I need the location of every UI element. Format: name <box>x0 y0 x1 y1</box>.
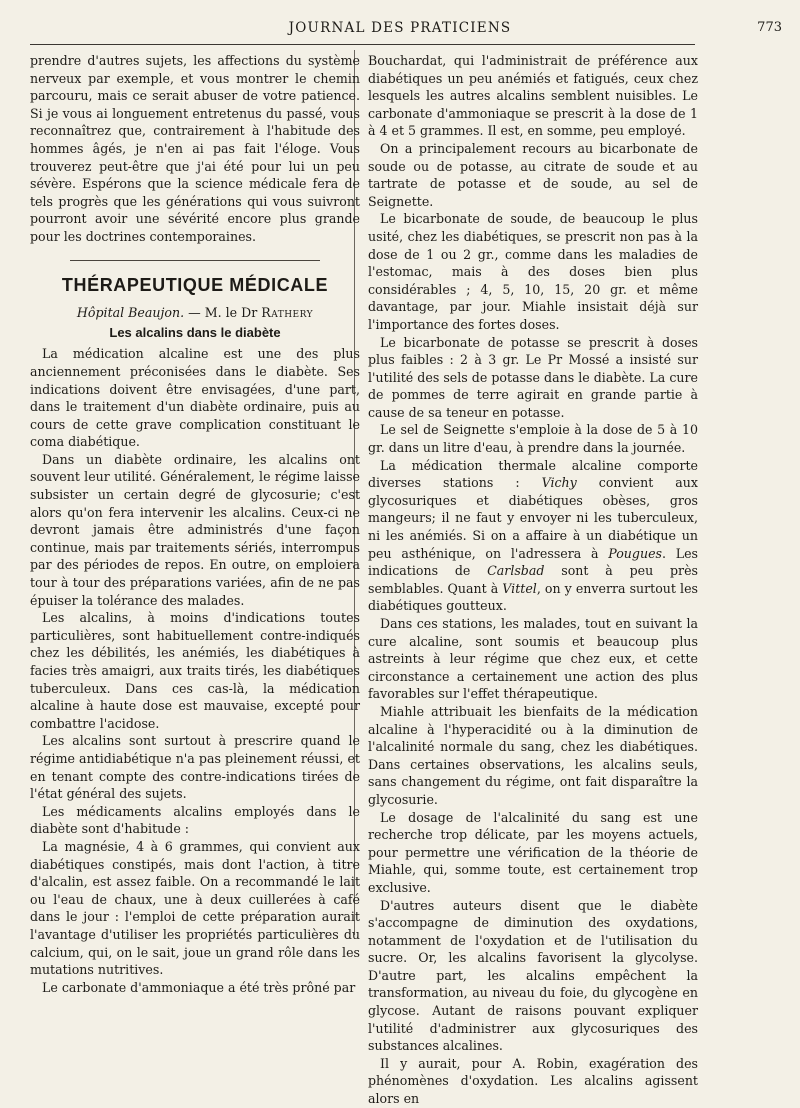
station-carlsbad: Carlsbad <box>487 563 545 579</box>
text-run: convient aux glycosuriques et diabétiques obèses, gros mangeurs; il ne faut y envoyer ni les tuberculeux, ni les anémiés. Si on a affaire à un diabétique un peu asthénique, on l'adressera à <box>368 475 698 561</box>
paragraph: Dans un diabète ordinaire, les alcalins ont souvent leur utilité. Généralement, le régime laisse subsister un certain degré de glycosurie; c'est alors qu'on fera intervenir les alcalins. Ceux-ci ne devront jamais être administrés d'une façon continue, mais par traitements sériés, interrompus par des périodes de repos. En outre, on emploiera tour à tour des préparations variées, afin de ne pas épuiser la tolérance des malades. <box>30 451 360 608</box>
paragraph: On a principalement recours au bicarbonate de soude ou de potasse, au citrate de soude et au tartrate de potasse et de soude, au sel de Seignette. <box>368 140 698 209</box>
running-header <box>0 18 800 40</box>
paragraph: Les alcalins, à moins d'indications toutes particulières, sont habituellement contre-indiqués chez les débilités, les anémiés, les diabétiques à facies très amaigri, aux traits tirés, les diabétiques tuberculeux. Dans ces cas-là, la médication alcaline à haute dose est mauvaise, excepté pour combattre l'acidose. <box>30 610 360 731</box>
byline-dash: — M. le Dr <box>184 305 262 321</box>
text-run: sont à peu près semblables. Quant à <box>368 563 698 596</box>
section-title: THÉRAPEUTIQUE MÉDICALE <box>61 274 329 295</box>
paragraph: La magnésie, 4 à 6 grammes, qui convient aux diabétiques constipés, mais dont l'action, à titre d'alcalin, est assez faible. On a recommandé le lait ou l'eau de chaux, une à deux cuillerées à café dans le jour : l'emploi de cette préparation aurait l'avantage d'utiliser les propriétés particulières du calcium, qui, on le sait, joue un grand rôle dans les mutations nutritives. <box>30 838 360 978</box>
header-rule <box>30 44 695 45</box>
paragraph: Les médicaments alcalins employés dans le diabète sont d'habitude : <box>30 803 360 837</box>
paragraph: Le carbonate d'ammoniaque a été très prôné par <box>42 979 356 995</box>
journal-title: JOURNAL DES PRATICIENS <box>288 20 512 36</box>
article-title: Les alcalins dans le diabète <box>109 324 281 340</box>
station-vittel: Vittel <box>502 580 537 596</box>
section-separator <box>70 260 320 261</box>
byline-place: Hôpital Beaujon. <box>76 305 185 321</box>
page-number: 773 <box>757 20 782 35</box>
station-vichy: Vichy <box>541 475 577 491</box>
paragraph: Les alcalins sont surtout à prescrire quand le régime antidiabétique n'a pas pleinement réussi, et en tenant compte des contre-indications tirées de l'état général des sujets. <box>30 733 360 802</box>
text-run: . Les indications de <box>368 545 698 579</box>
intro-paragraph: prendre d'autres sujets, les affections du système nerveux par exemple, et vous montrer le chemin parcouru, mais ce serait abuser de votre patience. Si je vous ai longuement entretenus du passé, vous reconnaîtrez que, contrairement à l'habitude des hommes âgés, je n'en ai pas fait l'éloge. Vous trouverez peut-être que j'ai été pour lui un peu sévère. Espérons que la science médicale fera de tels progrès que les générations qui vous suivront pourront avoir une sévérité encore plus grande pour les doctrines contemporaines. <box>30 53 360 244</box>
text-run: , on y enverra surtout les diabétiques goutteux. <box>368 580 698 614</box>
paragraph: Miahle attribuait les bienfaits de la médication alcaline à l'hyperacidité ou à la diminution de l'alcalinité normale du sang, chez les diabétiques. Dans certaines observations, les alcalins seuls, sans changement du régime, ont fait disparaître la glycosurie. <box>368 703 698 807</box>
paragraph-thermal <box>368 457 698 615</box>
byline-author: Rathery <box>261 305 314 321</box>
paragraph: Le bicarbonate de soude, de beaucoup le plus usité, chez les diabétiques, se prescrit non pas à la dose de 1 ou 2 gr., comme dans les maladies de l'estomac, mais à des doses bien plus considérables ; 4, 5, 10, 15, 20 gr. et même davantage, par jour. Miahle insistait déjà sur l'importance des fortes doses. <box>368 211 698 332</box>
byline <box>30 304 360 322</box>
text-run: La médication thermale alcaline comporte diverses stations : <box>368 457 698 491</box>
paragraph: Le sel de Seignette s'emploie à la dose de 5 à 10 gr. dans un litre d'eau, à prendre dans la journée. <box>368 422 698 456</box>
paragraph: Bouchardat, qui l'administrait de préférence aux diabétiques un peu anémiés et fatigués, ceux chez lesquels les autres alcalins semblent nuisibles. Le carbonate d'ammoniaque se prescrit à la dose de 1 à 4 et 5 grammes. Il est, en somme, peu employé. <box>368 53 698 139</box>
paragraph: Le dosage de l'alcalinité du sang est une recherche trop délicate, par les moyens actuels, pour permettre une vérification de la théorie de Miahle, qui, somme toute, est certainement trop exclusive. <box>368 809 698 895</box>
station-pougues: Pougues <box>608 545 662 561</box>
paragraph: La médication alcaline est une des plus anciennement préconisées dans le diabète. Ses indications doivent être envisagées, d'une part, dans le traitement d'un diabète ordinaire, puis au cours de cette grave complication constituant le coma diabétique. <box>30 346 360 450</box>
paragraph: Le bicarbonate de potasse se prescrit à doses plus faibles : 2 à 3 gr. Le Pr Mossé a insisté sur l'utilité des sels de potasse dans le diabète. La cure de pommes de terre agirait en grande partie à cause de sa teneur en potasse. <box>368 334 698 420</box>
right-column <box>368 52 698 1108</box>
paragraph: Il y aurait, pour A. Robin, exagération des phénomènes d'oxydation. Les alcalins agissent alors en <box>368 1055 698 1107</box>
left-column <box>30 52 360 996</box>
paragraph: Dans ces stations, les malades, tout en suivant la cure alcaline, sont soumis et beaucoup plus astreints à leur régime que chez eux, et cette circonstance a certainement une action des plus favorables sur l'effet thérapeutique. <box>368 616 698 702</box>
paragraph: D'autres auteurs disent que le diabète s'accompagne de diminution des oxydations, notamment de l'oxydation et de l'utilisation du sucre. Or, les alcalins favorisent la glycolyse. D'autre part, les alcalins empêchent la transformation, au niveau du foie, du glycogène en glycose. Autant de raisons pouvant expliquer l'utilité d'administrer aux glycosuriques des substances alcalines. <box>368 897 698 1054</box>
